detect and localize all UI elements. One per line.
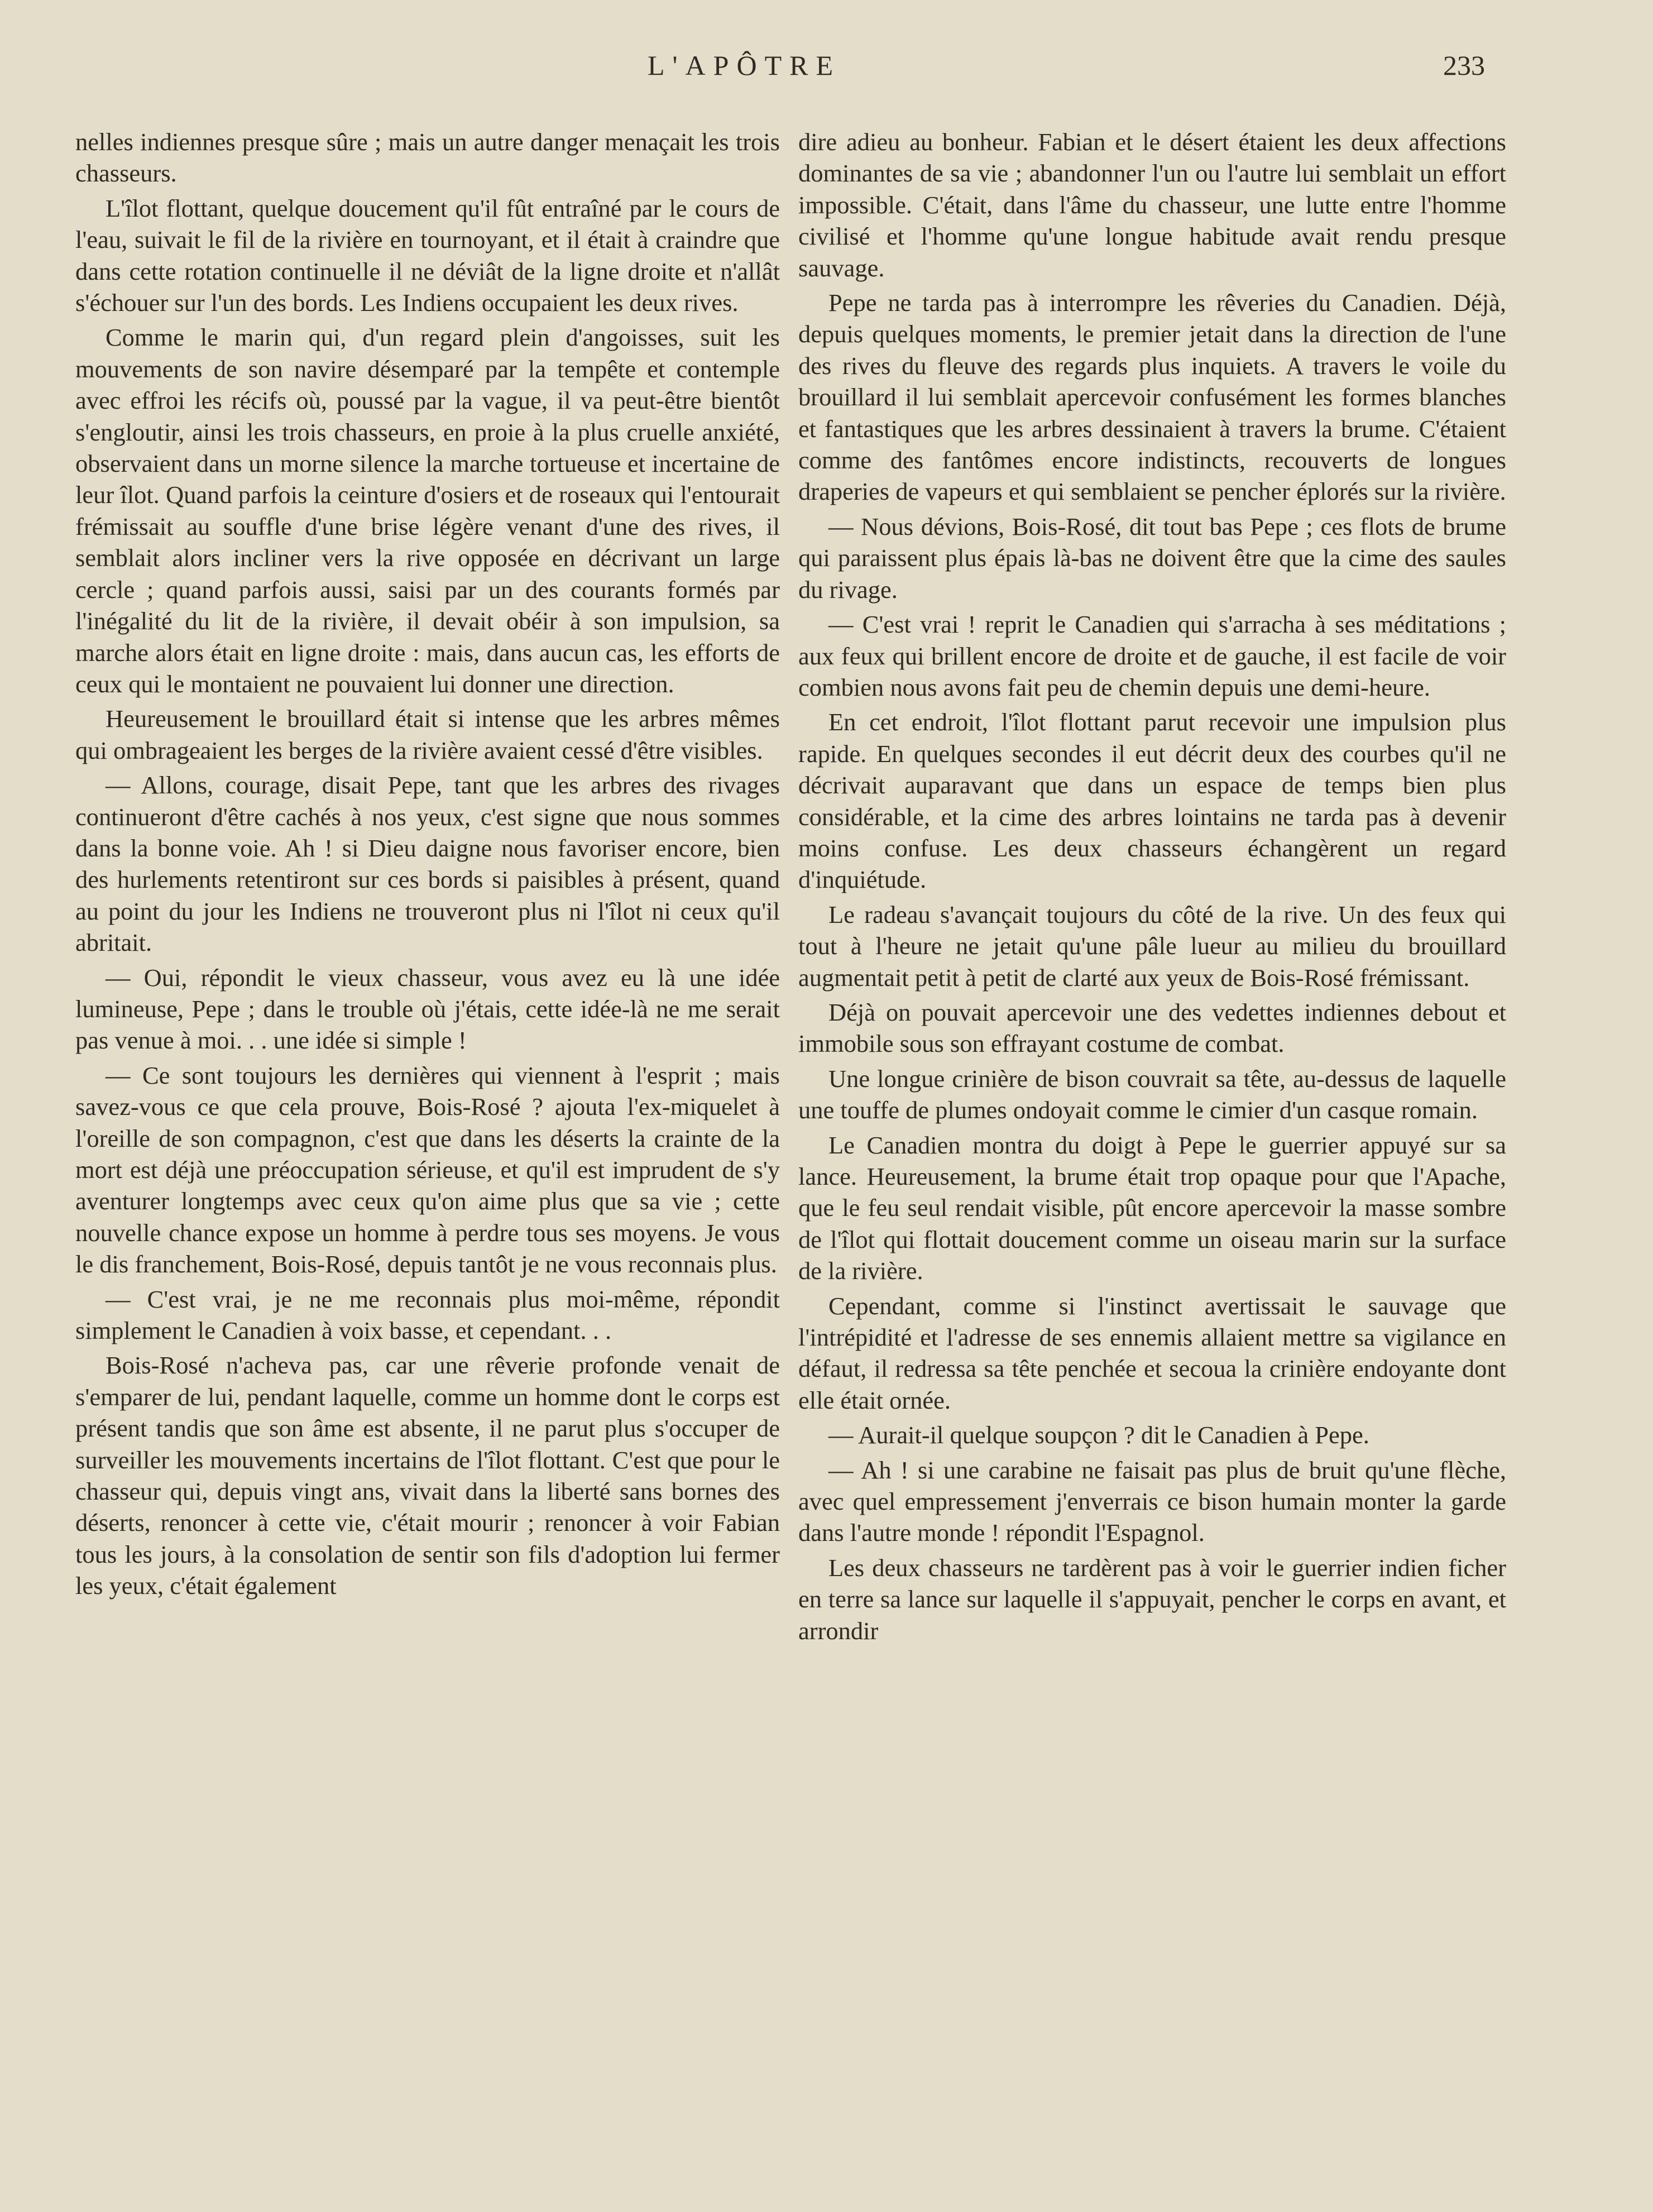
paragraph: — C'est vrai ! reprit le Canadien qui s'arracha à ses méditations ; aux feux qui brillent encore de droite et de gauche, il est facile de voir combien nous avons fait peu de chemin depuis une demi-heure. xyxy=(798,610,1506,701)
paragraph: — Nous dévions, Bois-Rosé, dit tout bas Pepe ; ces flots de brume qui paraissent plus épais là-bas ne doivent être que la cime des saules du rivage. xyxy=(798,512,1506,604)
paragraph: — Ce sont toujours les dernières qui viennent à l'esprit ; mais savez-vous ce que cela prouve, Bois-Rosé ? ajouta l'ex-miquelet à l'oreille de son compagnon, c'est que dans les déserts la crainte de la mort est déjà une préoccupation sérieuse, et qu'il est imprudent de s'y aventurer longtemps avec ceux qu'on aime plus que sa vie ; cette nouvelle chance expose un homme à perdre tous ses moyens. Je vous le dis franchement, Bois-Rosé, depuis tantôt je ne vous reconnais plus. xyxy=(75,1061,780,1279)
paragraph: Les deux chasseurs ne tardèrent pas à voir le guerrier indien ficher en terre sa lance sur laquelle il s'appuyait, pencher le corps en avant, et arrondir xyxy=(798,1553,1506,1645)
paragraph: — C'est vrai, je ne me reconnais plus moi-même, répondit simplement le Canadien à voix basse, et cependant. . . xyxy=(75,1285,780,1345)
paragraph: L'îlot flottant, quelque doucement qu'il fût entraîné par le cours de l'eau, suivait le fil de la rivière en tournoyant, et il était à craindre que dans cette rotation continuelle il ne déviât de la ligne droite et n'allât s'échouer sur l'un des bords. Les Indiens occupaient les deux rives. xyxy=(75,194,780,317)
right-column xyxy=(798,126,1506,1650)
paragraph: Comme le marin qui, d'un regard plein d'angoisses, suit les mouvements de son navire désemparé par la tempête et contemple avec effroi les récifs où, poussé par la vague, il va peut-être bientôt s'engloutir, ainsi les trois chasseurs, en proie à la plus cruelle anxiété, observaient dans un morne silence la marche tortueuse et incertaine de leur îlot. Quand parfois la ceinture d'osiers et de roseaux qui l'entourait frémissait au souffle d'une brise légère venant d'une des rives, il semblait alors incliner vers la rive opposée en décrivant un large cercle ; quand parfois aussi, saisi par un des courants formés par l'inégalité du lit de la rivière, il devait obéir à son impulsion, sa marche alors était en ligne droite : mais, dans aucun cas, les efforts de ceux qui le montaient ne pouvaient lui donner une direction. xyxy=(75,323,780,698)
paragraph: dire adieu au bonheur. Fabian et le désert étaient les deux affections dominantes de sa vie ; abandonner l'un ou l'autre lui semblait un effort impossible. C'était, dans l'âme du chasseur, une lutte entre l'homme civilisé et l'homme qu'une longue habitude avait rendu presque sauvage. xyxy=(798,128,1506,282)
paragraph: Le radeau s'avançait toujours du côté de la rive. Un des feux qui tout à l'heure ne jetait qu'une pâle lueur au milieu du brouillard augmentait petit à petit de clarté aux yeux de Bois-Rosé frémissant. xyxy=(798,900,1506,992)
paragraph: Le Canadien montra du doigt à Pepe le guerrier appuyé sur sa lance. Heureusement, la brume était trop opaque pour que l'Apache, que le feu seul rendait visible, pût encore apercevoir la masse sombre de l'îlot qui flottait doucement comme un oiseau marin sur la surface de la rivière. xyxy=(798,1131,1506,1285)
paragraph: Une longue crinière de bison couvrait sa tête, au-dessus de laquelle une touffe de plumes ondoyait comme le cimier d'un casque romain. xyxy=(798,1064,1506,1124)
paragraph: — Oui, répondit le vieux chasseur, vous avez eu là une idée lumineuse, Pepe ; dans le trouble où j'étais, cette idée-là ne me serait pas venue à moi. . . une idée si simple ! xyxy=(75,963,780,1055)
left-column xyxy=(75,126,780,1605)
running-title: L'APÔTRE xyxy=(648,50,841,81)
paragraph: Bois-Rosé n'acheva pas, car une rêverie profonde venait de s'emparer de lui, pendant laquelle, comme un homme dont le corps est présent tandis que son âme est absente, il ne parut plus s'occuper de surveiller les mouvements incertains de l'îlot flottant. C'est que pour le chasseur qui, depuis vingt ans, vivait dans la liberté sans bornes des déserts, renoncer à cette vie, c'était mourir ; renoncer à voir Fabian tous les jours, à la consolation de sentir son fils d'adoption lui fermer les yeux, c'était également xyxy=(75,1351,780,1600)
paragraph: Déjà on pouvait apercevoir une des vedettes indiennes debout et immobile sous son effrayant costume de combat. xyxy=(798,998,1506,1058)
page-number: 233 xyxy=(1443,50,1485,81)
paragraph: En cet endroit, l'îlot flottant parut recevoir une impulsion plus rapide. En quelques secondes il eut décrit deux des courbes qu'il ne décrivait auparavant que dans un espace de temps bien plus considérable, et la cime des arbres lointains ne tarda pas à devenir moins confuse. Les deux chasseurs échangèrent un regard d'inquiétude. xyxy=(798,708,1506,894)
paragraph: Heureusement le brouillard était si intense que les arbres mêmes qui ombrageaient les berges de la rivière avaient cessé d'être visibles. xyxy=(75,705,780,764)
page-header xyxy=(0,49,1653,88)
paragraph: Pepe ne tarda pas à interrompre les rêveries du Canadien. Déjà, depuis quelques moments, le premier jetait dans la direction de l'une des rives du fleuve des regards plus inquiets. A travers le voile du brouillard il lui semblait apercevoir confusément les formes blanches et fantastiques que les arbres dessinaient à travers la brume. C'étaient comme des fantômes encore indistincts, recouverts de longues draperies de vapeurs et qui semblaient se pencher éplorés sur la rivière. xyxy=(798,289,1506,506)
paragraph: — Aurait-il quelque soupçon ? dit le Canadien à Pepe. xyxy=(828,1421,1369,1449)
paragraph: — Ah ! si une carabine ne faisait pas plus de bruit qu'une flèche, avec quel empressement j'enverrais ce bison humain monter la garde dans l'autre monde ! répondit l'Espagnol. xyxy=(798,1455,1506,1547)
paragraph: — Allons, courage, disait Pepe, tant que les arbres des rivages continueront d'être cachés à nos yeux, c'est signe que nous sommes dans la bonne voie. Ah ! si Dieu daigne nous favoriser encore, bien des hurlements retentiront sur ces bords si paisibles à présent, quand au point du jour les Indiens ne trouveront plus ni l'îlot ni ceux qu'il abritait. xyxy=(75,771,780,957)
paragraph: Cependant, comme si l'instinct avertissait le sauvage que l'intrépidité et l'adresse de ses ennemis allaient mettre sa vigilance en défaut, il redressa sa tête penchée et secoua la crinière endoyante dont elle était ornée. xyxy=(798,1291,1506,1414)
paragraph: nelles indiennes presque sûre ; mais un autre danger menaçait les trois chasseurs. xyxy=(75,128,780,188)
